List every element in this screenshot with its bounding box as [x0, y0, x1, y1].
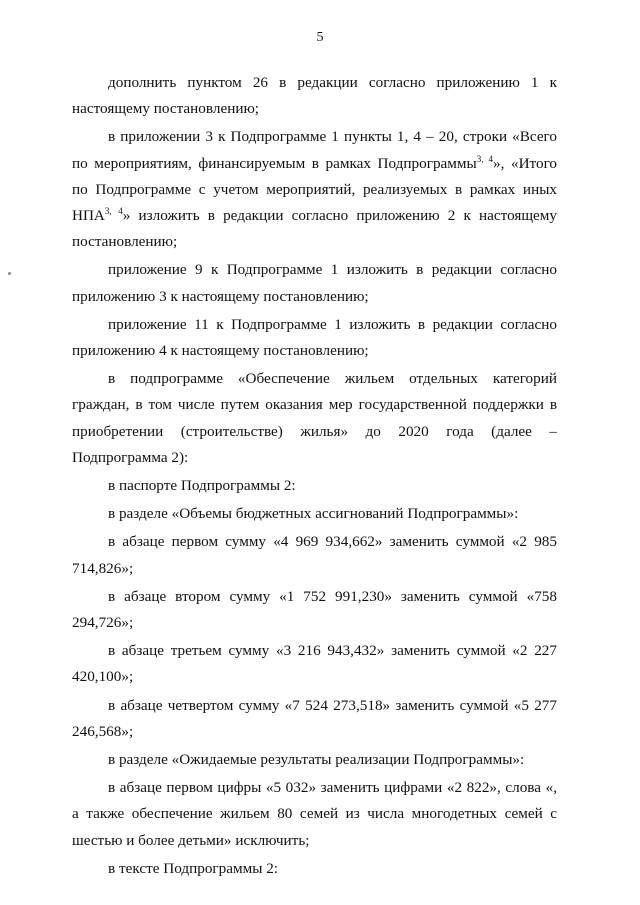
- paragraph-subprogram-text: [72, 856, 557, 882]
- scan-artifact-dot: [8, 272, 11, 275]
- paragraph-text: в разделе «Ожидаемые результаты реализации Подпрограммы»:: [108, 751, 525, 769]
- paragraph-text: в приложении 3 к Подпрограмме 1 пункты 1, 4 – 20, строки «Всего по мероприятиям, финансируемым в рамках Подпрограммы: [72, 128, 557, 172]
- paragraph-budget-section: [72, 501, 557, 527]
- paragraph-text: в абзаце втором сумму «1 752 991,230» заменить суммой «758 294,726»;: [72, 587, 557, 632]
- paragraph-fourth-sum: [72, 693, 557, 745]
- paragraph-text: приложение 11 к Подпрограмме 1 изложить в редакции согласно приложению 4 к настоящему постановлению;: [72, 315, 557, 360]
- footnote-ref: 3, 4: [104, 206, 123, 217]
- paragraph-text: в абзаце первом сумму «4 969 934,662» заменить суммой «2 985 714,826»;: [72, 533, 557, 577]
- paragraph-appendix-9: [72, 257, 557, 309]
- document-body: [72, 70, 557, 882]
- paragraph-subprogram-2: [72, 366, 557, 471]
- paragraph-digits-replace: [72, 775, 557, 854]
- paragraph-text: дополнить пунктом 26 в редакции согласно приложению 1 к настоящему постановлению;: [72, 74, 557, 118]
- footnote-ref: 3, 4: [476, 153, 493, 164]
- paragraph-text: в абзаце третьем сумму «3 216 943,432» заменить суммой «2 227 420,100»;: [72, 642, 557, 686]
- paragraph-expected-results: [72, 747, 557, 773]
- paragraph-text: в разделе «Объемы бюджетных ассигнований Подпрограммы»:: [108, 505, 519, 523]
- paragraph-text: в паспорте Подпрограммы 2:: [108, 477, 296, 495]
- paragraph-text: приложение 9 к Подпрограмме 1 изложить в редакции согласно приложению 3 к настоящему постановлению;: [72, 261, 557, 305]
- paragraph-add-item-26: [72, 70, 557, 122]
- paragraph-text: в абзаце четвертом сумму «7 524 273,518» заменить суммой «5 277 246,568»;: [72, 696, 557, 740]
- paragraph-passport: [72, 473, 557, 499]
- paragraph-text: в тексте Подпрограммы 2:: [108, 859, 279, 877]
- paragraph-appendix-11: [72, 312, 557, 364]
- paragraph-text: в абзаце первом цифры «5 032» заменить цифрами «2 822», слова «, а также обеспечение жильем 80 семей из числа многодетных семей с шестью и более детьми» исключить;: [72, 779, 557, 849]
- paragraph-second-sum: [72, 584, 557, 636]
- paragraph-text: в подпрограмме «Обеспечение жильем отдельных категорий граждан, в том числе путем оказания мер государственной поддержки в приобретении (строительстве) жилья» до 2020 года (далее – Подпрограмма 2):: [72, 370, 557, 466]
- paragraph-appendix-3: [72, 124, 557, 255]
- paragraph-text: », «Итого по Подпрограмме с учетом мероприятий, реализуемых в рамках иных НПА: [72, 154, 558, 225]
- page-number: 5: [316, 30, 324, 45]
- paragraph-first-sum: [72, 529, 557, 581]
- paragraph-third-sum: [72, 638, 557, 690]
- paragraph-text: » изложить в редакции согласно приложению 2 к настоящему постановлению;: [72, 207, 557, 251]
